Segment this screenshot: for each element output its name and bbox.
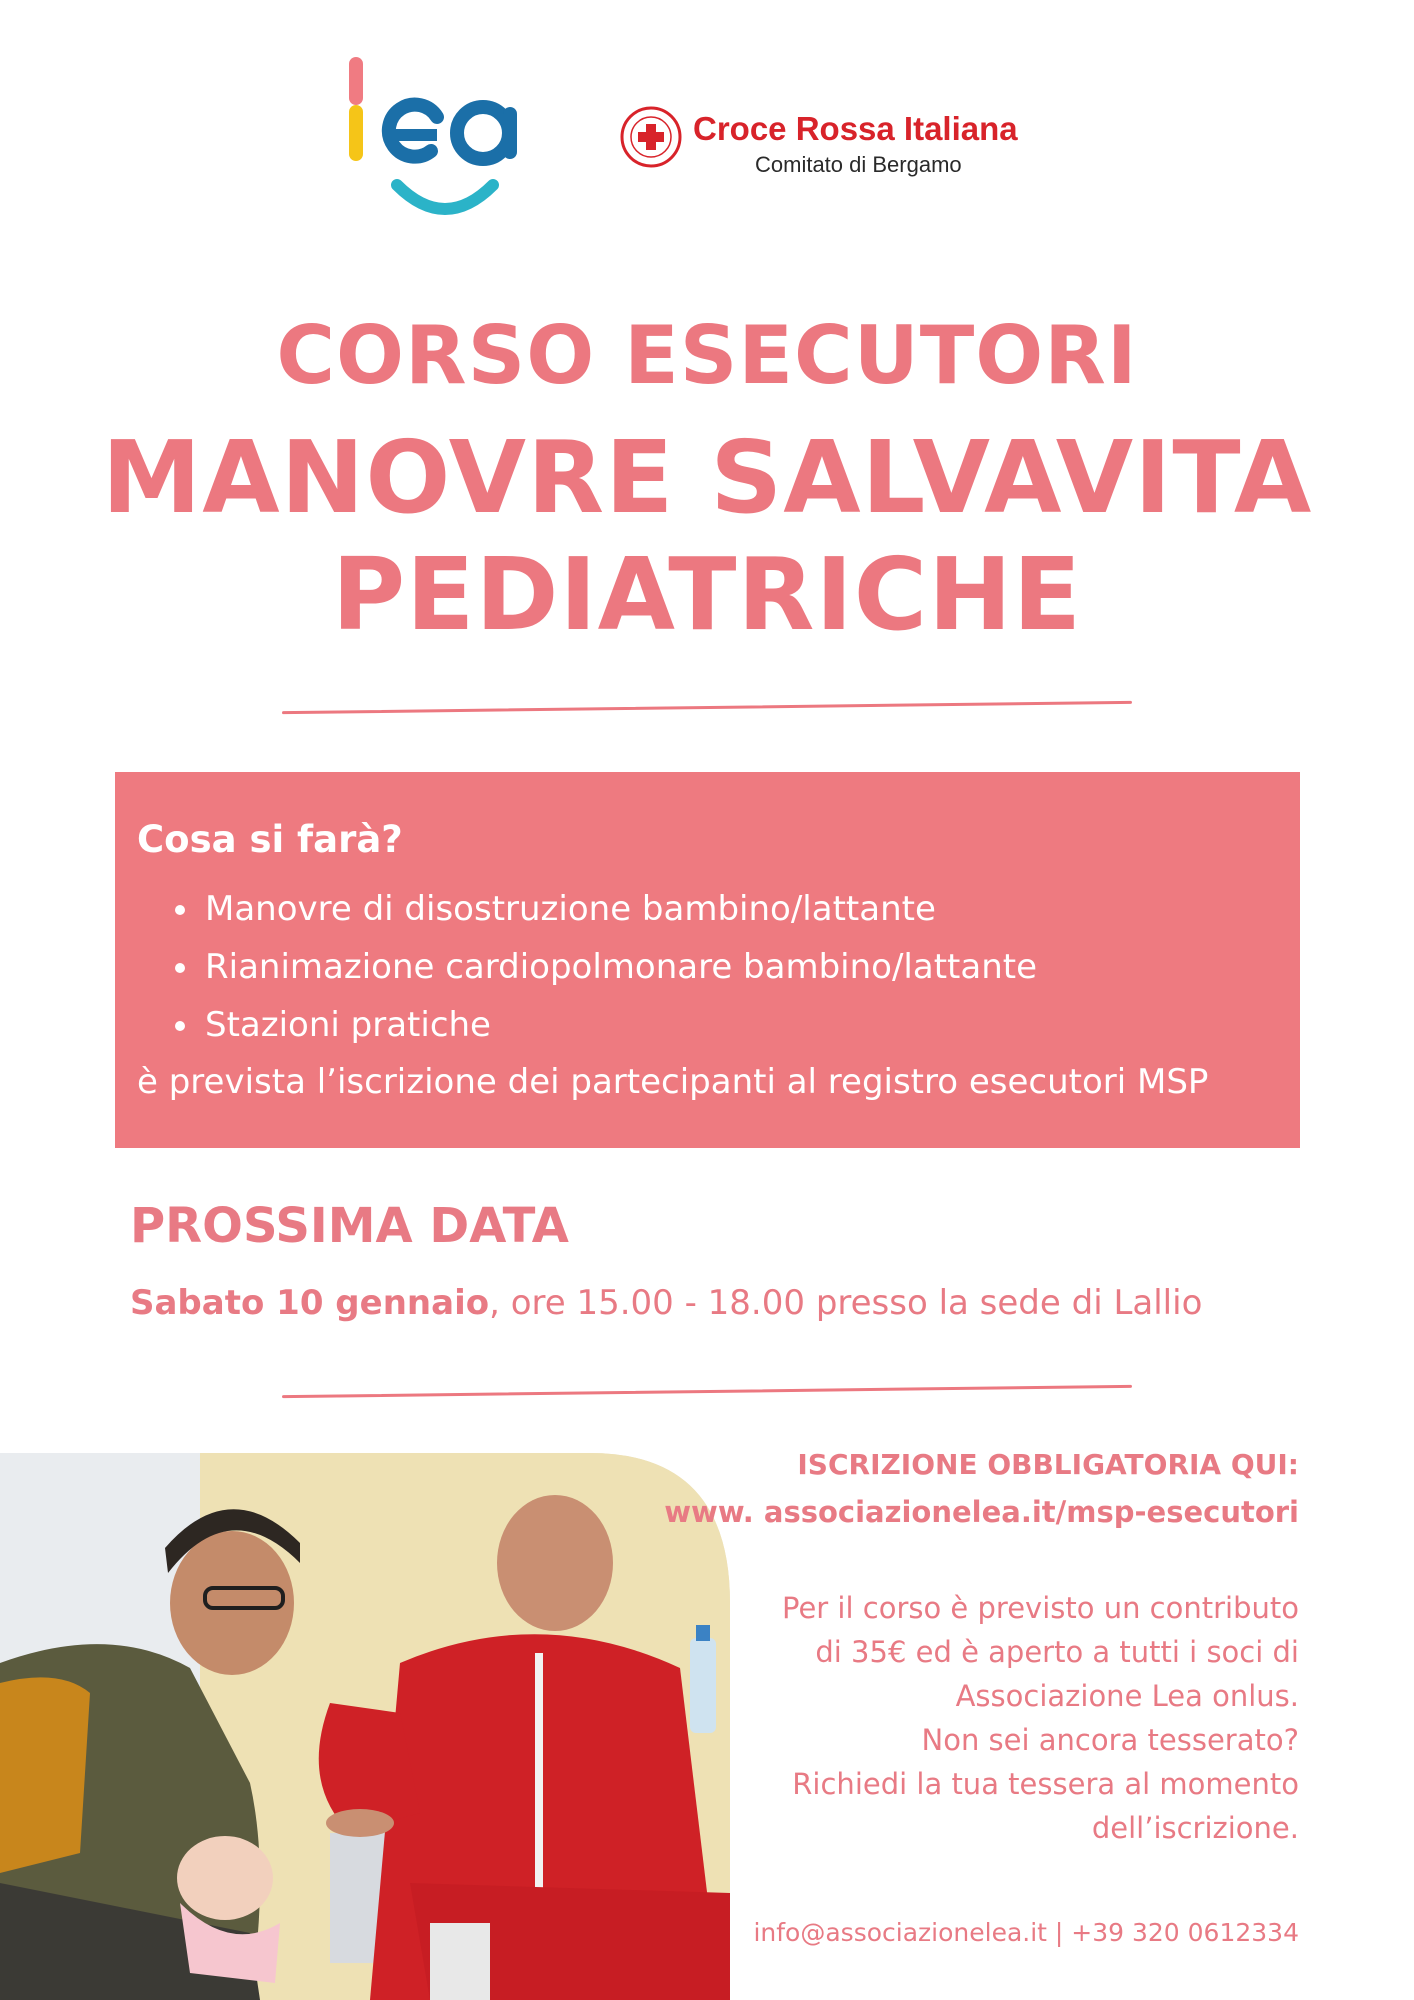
divider (282, 1385, 1132, 1398)
next-date-time-place: , ore 15.00 - 18.00 presso la sede di Lallio (489, 1283, 1203, 1323)
next-date-heading: PROSSIMA DATA (130, 1198, 569, 1254)
croce-rossa-committee: Comitato di Bergamo (755, 152, 962, 177)
lea-logo (345, 55, 525, 230)
course-photo (0, 1453, 730, 2000)
title-line-3: PEDIATRICHE (331, 536, 1083, 653)
next-date-day: Sabato 10 gennaio (130, 1283, 490, 1323)
details-line: Richiedi la tua tessera al momento (792, 1767, 1299, 1801)
croce-rossa-name: Croce Rossa Italiana (693, 110, 1018, 147)
croce-rossa-logo (620, 100, 1090, 190)
details-line: Associazione Lea onlus. (955, 1679, 1299, 1713)
red-cross-emblem-icon (620, 106, 682, 168)
list-item: Manovre di disostruzione bambino/lattante (167, 880, 1037, 938)
details-line: Non sei ancora tesserato? (921, 1723, 1299, 1757)
registry-note: è prevista l’iscrizione dei partecipanti al registro esecutori MSP (137, 1062, 1209, 1102)
registration-heading: ISCRIZIONE OBBLIGATORIA QUI: (797, 1448, 1299, 1481)
course-activities-list (167, 880, 1037, 1054)
details-line: Per il corso è previsto un contributo (781, 1591, 1299, 1625)
details-line: dell’iscrizione. (1091, 1811, 1299, 1845)
registration-url[interactable]: www. associazionelea.it/msp-esecutori (664, 1495, 1299, 1529)
course-content-box (115, 772, 1300, 1148)
box-heading: Cosa si farà? (137, 818, 403, 861)
title-line-1: CORSO ESECUTORI (276, 309, 1138, 402)
divider (282, 701, 1132, 714)
list-item: Stazioni pratiche (167, 996, 1037, 1054)
next-date-details (130, 1283, 1202, 1323)
details-line: di 35€ ed è aperto a tutti i soci di (815, 1635, 1299, 1669)
title-line-2: MANOVRE SALVAVITA (101, 419, 1313, 536)
list-item: Rianimazione cardiopolmonare bambino/lattante (167, 938, 1037, 996)
contact-info[interactable]: info@associazionelea.it | +39 320 0612334 (753, 1918, 1299, 1947)
